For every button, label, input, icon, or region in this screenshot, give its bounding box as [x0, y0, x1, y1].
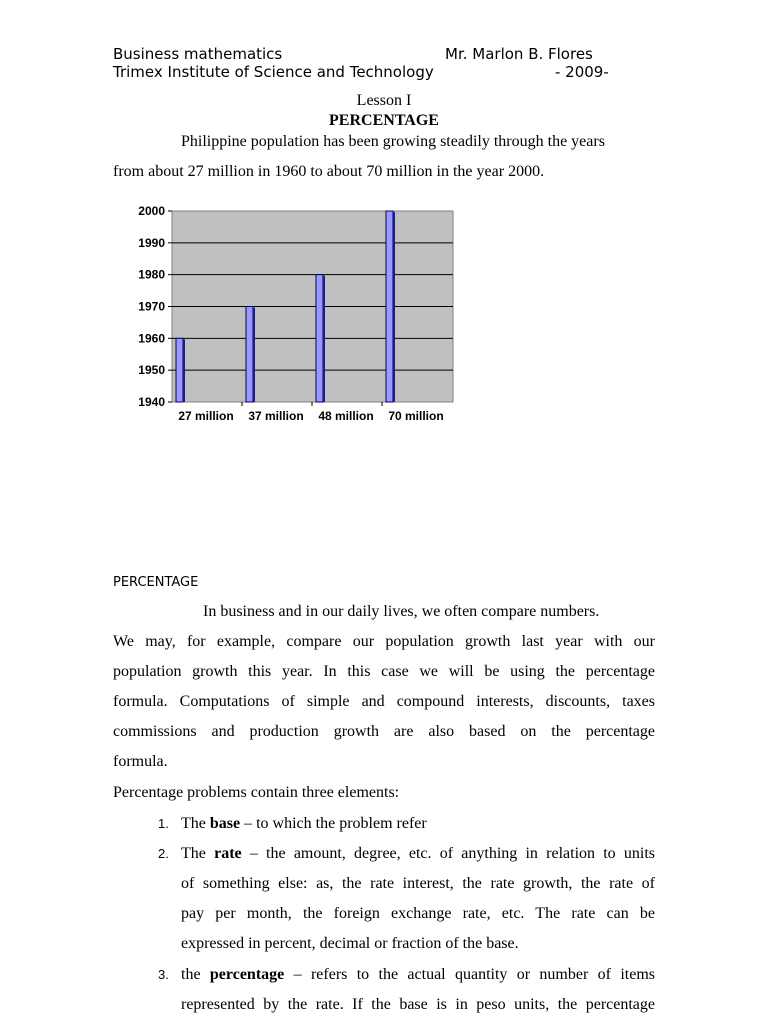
list-item-rate: The rate – the amount, degree, etc. of anything in relation to units	[181, 845, 656, 862]
bar-shadow	[253, 308, 255, 403]
x-tick-label: 37 million	[248, 409, 304, 423]
intro-line-2: from about 27 million in 1960 to about 70 million in the year 2000.	[113, 163, 545, 180]
list-item-rate-cont-1: of something else: as, the rate interest, the rate growth, the rate of	[181, 875, 655, 892]
x-tick-label: 48 million	[318, 409, 374, 423]
section-para-line-6: formula.	[113, 753, 168, 770]
list-item-rate-cont-2: pay per month, the foreign exchange rate, etc. The rate can be	[181, 905, 655, 922]
bar	[246, 307, 253, 403]
list-number-2: 2.	[158, 846, 169, 861]
x-tick-label: 70 million	[388, 409, 444, 423]
section-para-line-2: We may, for example, compare our population growth last year with our	[113, 633, 655, 650]
bar-shadow	[393, 212, 395, 402]
list-item-percentage-cont-1: represented by the rate. If the base is in peso units, the percentage	[181, 996, 655, 1013]
lesson-title: PERCENTAGE	[329, 112, 439, 129]
course-title: Business mathematics	[113, 45, 283, 63]
section-para-line-4: formula. Computations of simple and compound interests, discounts, taxes	[113, 693, 655, 710]
instructor-name: Mr. Marlon B. Flores	[445, 45, 593, 63]
y-tick-label: 1940	[138, 395, 165, 409]
list-item-rate-cont-3: expressed in percent, decimal or fraction of the base.	[181, 935, 519, 952]
y-tick-label: 1960	[138, 331, 165, 346]
list-number-1: 1.	[158, 816, 169, 831]
section-para-line-1: In business and in our daily lives, we often compare numbers.	[203, 603, 600, 620]
institute-name: Trimex Institute of Science and Technology	[113, 63, 434, 81]
y-tick-label: 2000	[138, 204, 165, 218]
elements-intro: Percentage problems contain three elements:	[113, 784, 400, 801]
lesson-label: Lesson I	[356, 92, 412, 109]
bar	[316, 275, 323, 402]
y-tick-label: 1950	[138, 363, 165, 378]
bar	[176, 338, 183, 402]
bar-shadow	[323, 276, 325, 402]
y-tick-label: 1990	[138, 235, 165, 250]
intro-line-1: Philippine population has been growing steadily through the years	[181, 133, 605, 150]
list-item-base: The base – to which the problem refer	[181, 815, 427, 832]
x-tick-label: 27 million	[178, 409, 234, 423]
header-year: - 2009-	[555, 63, 609, 81]
section-para-line-3: population growth this year. In this case we will be using the percentage	[113, 663, 655, 680]
list-item-percentage: the percentage – refers to the actual quantity or number of items	[181, 966, 656, 983]
population-bar-chart	[120, 200, 470, 430]
y-tick-label: 1970	[138, 299, 165, 314]
bar-shadow	[183, 339, 185, 402]
y-tick-label: 1980	[138, 267, 165, 282]
bar	[386, 211, 393, 402]
section-heading: PERCENTAGE	[113, 575, 199, 590]
list-number-3: 3.	[158, 967, 169, 982]
section-para-line-5: commissions and production growth are also based on the percentage	[113, 723, 655, 740]
